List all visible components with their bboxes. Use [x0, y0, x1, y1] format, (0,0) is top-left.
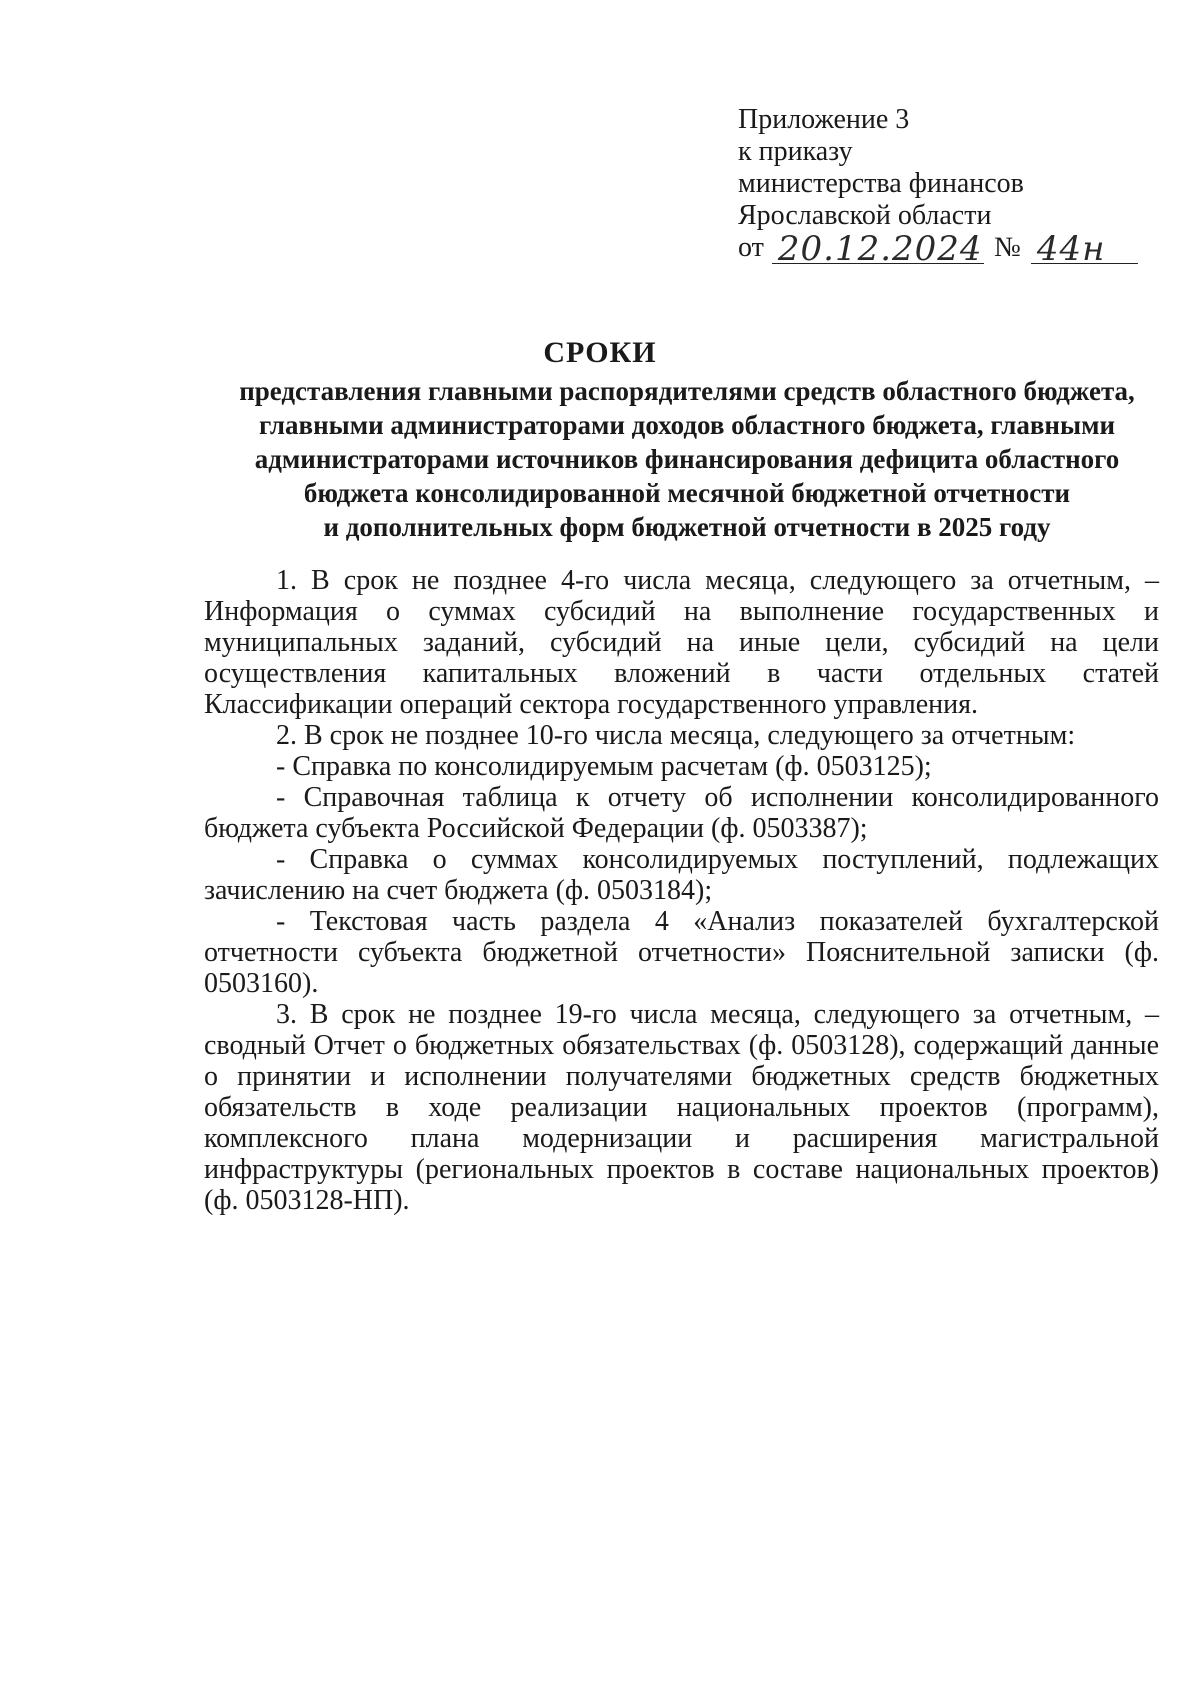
date-number-line: [738, 229, 1138, 269]
region-label: Ярославской области: [738, 200, 992, 231]
document-title: СРОКИ: [543, 336, 657, 369]
handwritten-date: 20.12.2024: [777, 229, 983, 269]
subtitle-line: главными администраторами доходов областного бюджета, главными: [258, 410, 1116, 440]
ministry-label: министерства финансов: [738, 168, 1024, 199]
list-item: - Справка по консолидируемым расчетам (ф. 0503125);: [276, 751, 932, 782]
appendix-label: Приложение 3: [738, 104, 910, 135]
handwritten-number: 44н: [1036, 229, 1106, 269]
approval-block: [738, 104, 1138, 269]
subtitle-line: администраторами источников финансирования дефицита областного: [254, 444, 1120, 474]
order-label: к приказу: [738, 136, 853, 167]
list-item: - Справочная таблица к отчету об исполнении консолидированного бюджета субъекта Российской Федерации (ф. 0503387);: [204, 782, 1159, 844]
list-item: - Текстовая часть раздела 4 «Анализ показателей бухгалтерской отчетности субъекта бюджетной отчетности» Пояснительной записки (ф. 0503160).: [204, 906, 1159, 999]
paragraph-3: 3. В срок не позднее 19-го числа месяца, следующего за отчетным, – сводный Отчет о бюджетных обязательствах (ф. 0503128), содержащий данные о принятии и исполнении получателями бюджетных средств бюджетных обязательств в ходе реализации национальных проектов (программ), комплексного плана модернизации и расширения магистральной инфраструктуры (региональных проектов в составе национальных проектов) (ф. 0503128-НП).: [204, 999, 1159, 1216]
date-blank: [772, 229, 984, 269]
document-body: [204, 565, 1159, 1216]
paragraph-2: 2. В срок не позднее 10-го числа месяца, следующего за отчетным:: [276, 720, 1076, 751]
number-sign: №: [994, 232, 1021, 263]
paragraph-1: 1. В срок не позднее 4-го числа месяца, следующего за отчетным, – Информация о суммах субсидий на выполнение государственных и муниципальных заданий, субсидий на иные цели, субсидий на цели осуществления капитальных вложений в части отдельных статей Классификации операций сектора государственного управления.: [204, 565, 1159, 720]
subtitle-line: представления главными распорядителями средств областного бюджета,: [239, 376, 1135, 406]
subtitle-line: бюджета консолидированной месячной бюджетной отчетности: [303, 478, 1071, 508]
list-item: - Справка о суммах консолидируемых поступлений, подлежащих зачислению на счет бюджета (ф. 0503184);: [204, 844, 1159, 906]
from-label: от: [738, 232, 764, 263]
subtitle-line: и дополнительных форм бюджетной отчетности в 2025 году: [323, 512, 1051, 542]
number-blank: [1031, 229, 1138, 269]
document-subtitle: [208, 374, 1166, 544]
